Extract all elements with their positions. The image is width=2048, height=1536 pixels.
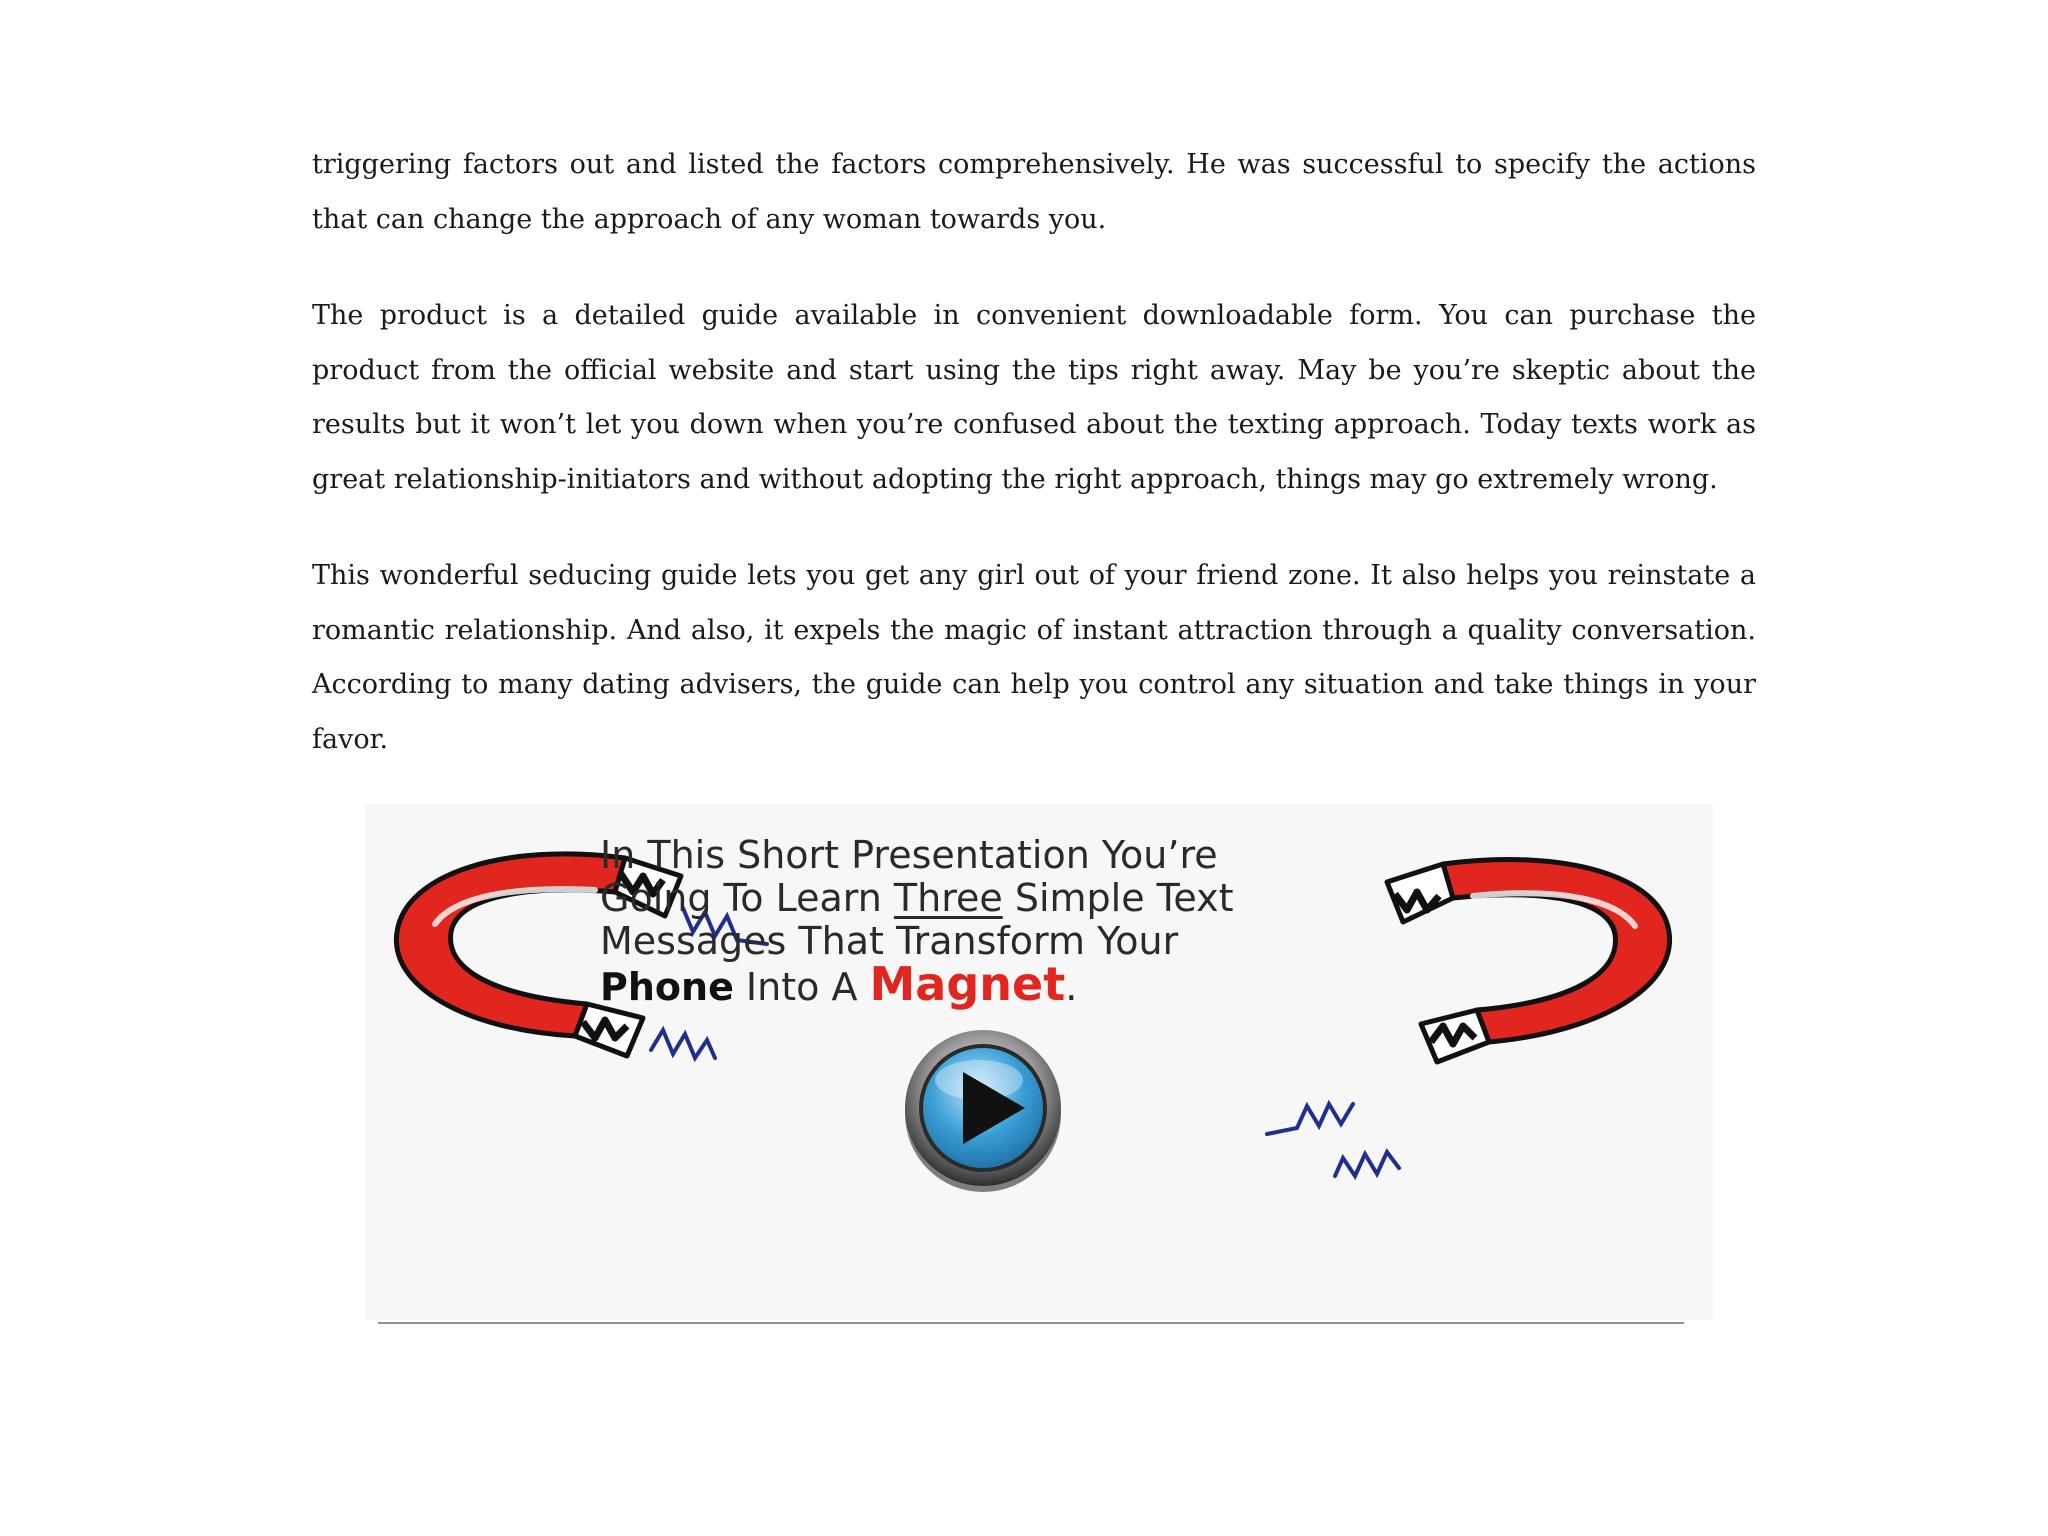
paragraph-line: from the official website and start using the tips right away. May be you’re skeptic about the results but it: [312, 354, 1756, 440]
horizontal-divider: [378, 1322, 1684, 1324]
headline-line-2: [600, 877, 1680, 920]
paragraph-line: According to many dating advisers, the guide can help you control any situation and take things in your: [312, 669, 1756, 700]
paragraph-line: The product is a detailed guide available in convenient downloadable form. You can purchase the product: [312, 300, 1756, 386]
headline-text: .: [1065, 965, 1078, 1009]
headline-line-3: Messages That Transform Your: [600, 919, 1179, 963]
headline-underlined-word: Three: [893, 876, 1003, 920]
paragraph-line: can change the approach of any woman towards you.: [375, 203, 1107, 235]
spark-lines-right: [1267, 1104, 1399, 1176]
headline-text: Into A: [733, 965, 870, 1009]
paragraph-line: triggering factors out and listed the factors comprehensively. He was successful to specify the actions that: [312, 149, 1756, 235]
video-presentation-panel[interactable]: [365, 804, 1713, 1320]
body-text: [312, 138, 1756, 809]
headline-text: Simple Text: [1002, 876, 1234, 920]
paragraph-2: [312, 289, 1756, 507]
presentation-headline: [600, 834, 1680, 1009]
paragraph-3: [312, 549, 1756, 767]
headline-line-1: In This Short Presentation You’re: [600, 833, 1218, 877]
paragraph-line: romantic relationship. And also, it expels the magic of instant attraction through a quality conversation.: [312, 614, 1756, 646]
paragraph-line: favor.: [312, 723, 389, 755]
headline-bold-word: Phone: [600, 965, 734, 1009]
headline-line-4: [600, 957, 1680, 1011]
paragraph-line: This wonderful seducing guide lets you get any girl out of your friend zone. It also helps you reinstate a: [312, 560, 1756, 591]
headline-text: Going To Learn: [600, 876, 894, 920]
headline-magnet-word: Magnet: [869, 957, 1066, 1011]
paragraph-line: relationship-initiators and without adopting the right approach, things may go extremely wrong.: [393, 463, 1718, 495]
paragraph-1: [312, 138, 1756, 247]
paragraph-line: won’t let you down when you’re confused about the texting approach. Today texts work as great: [312, 409, 1756, 495]
play-icon[interactable]: [901, 1028, 1065, 1192]
